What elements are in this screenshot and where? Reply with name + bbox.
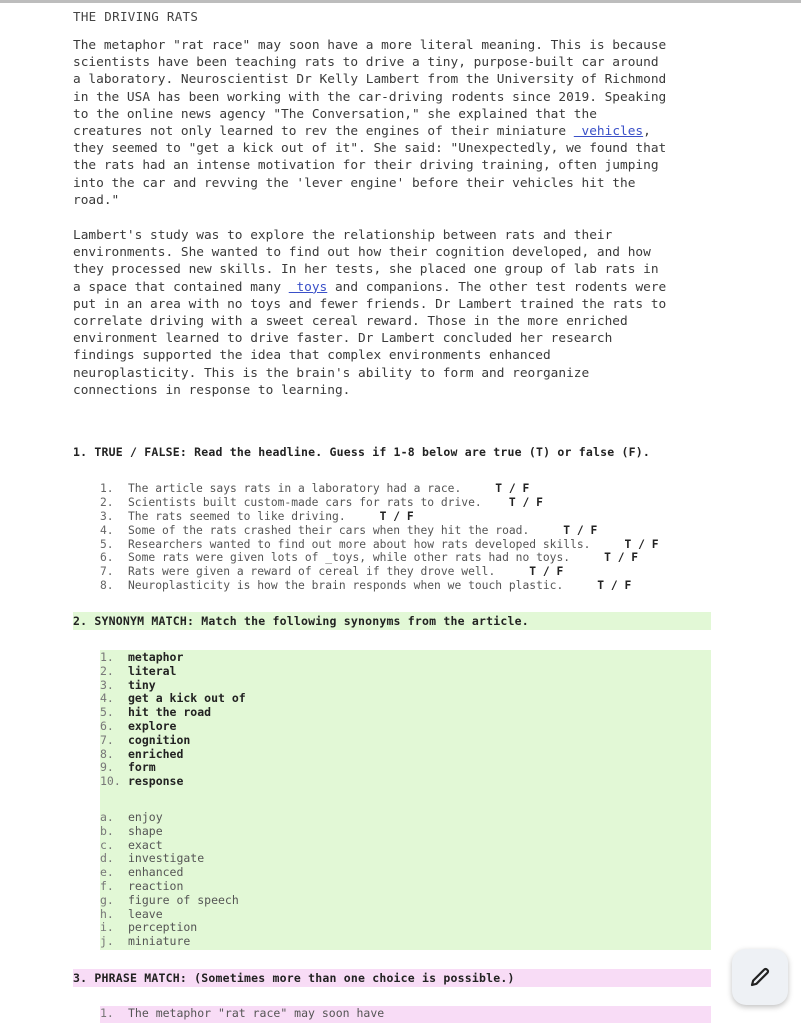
article-paragraph-2 xyxy=(73,227,718,399)
item-text: miniature xyxy=(128,934,191,949)
item-number: 1. xyxy=(100,1006,114,1020)
list-item xyxy=(100,551,659,565)
synonym-word-list xyxy=(100,651,246,789)
list-item xyxy=(100,894,239,908)
synonym-option-list xyxy=(100,811,239,949)
item-text: literal xyxy=(128,663,177,678)
phrase-list xyxy=(100,1007,384,1021)
true-false-choice[interactable]: T / F xyxy=(624,537,659,551)
list-item xyxy=(100,651,246,665)
item-text: figure of speech xyxy=(128,892,239,907)
item-number: 1. xyxy=(100,650,114,664)
list-item xyxy=(100,524,659,538)
item-letter: g. xyxy=(100,892,114,907)
true-false-choice[interactable]: T / F xyxy=(563,523,598,537)
item-number: 6. xyxy=(100,718,114,733)
list-item xyxy=(100,852,239,866)
article-title: THE DRIVING RATS xyxy=(73,9,199,24)
true-false-choice[interactable]: T / F xyxy=(495,482,530,495)
item-text: enjoy xyxy=(128,810,163,824)
item-number: 5. xyxy=(100,537,114,551)
vehicles-link[interactable]: vehicles xyxy=(573,124,644,140)
list-item xyxy=(100,510,659,524)
item-letter: j. xyxy=(100,934,114,949)
item-letter: f. xyxy=(100,878,114,893)
item-letter: a. xyxy=(100,810,114,824)
item-text: leave xyxy=(128,906,163,921)
list-item xyxy=(100,908,239,922)
list-item xyxy=(100,720,246,734)
item-letter: e. xyxy=(100,865,114,880)
item-letter: c. xyxy=(100,837,114,852)
item-letter: b. xyxy=(100,823,114,838)
item-text: hit the road xyxy=(128,705,212,720)
item-text: shape xyxy=(128,823,163,838)
list-item xyxy=(100,734,246,748)
item-number: 8. xyxy=(100,579,114,593)
item-text: enriched xyxy=(128,746,184,761)
item-text: Neuroplasticity is how the brain responds when we touch plastic. xyxy=(128,579,598,593)
list-item xyxy=(100,482,659,496)
edit-button[interactable] xyxy=(732,949,788,1005)
item-number: 2. xyxy=(100,495,114,509)
item-number: 4. xyxy=(100,691,114,706)
true-false-choice[interactable]: T / F xyxy=(597,579,632,593)
item-text: explore xyxy=(128,718,177,733)
item-number: 1. xyxy=(100,482,114,495)
list-item xyxy=(100,825,239,839)
item-number: 7. xyxy=(100,565,114,579)
item-number: 10. xyxy=(100,774,121,789)
toys-link[interactable]: toys xyxy=(288,279,328,295)
list-item xyxy=(100,692,246,706)
list-item xyxy=(100,665,246,679)
item-text: Researchers wanted to find out more about how rats developed skills. xyxy=(128,537,625,551)
item-letter: i. xyxy=(100,920,114,935)
item-number: 7. xyxy=(100,732,114,747)
list-item xyxy=(100,1007,384,1021)
item-text: perception xyxy=(128,920,198,935)
list-item xyxy=(100,496,659,510)
true-false-choice[interactable]: T / F xyxy=(379,509,414,523)
true-false-heading: 1. TRUE / FALSE: Read the headline. Guess if 1-8 below are true (T) or false (F). xyxy=(73,445,651,459)
item-text: reaction xyxy=(128,878,184,893)
list-item xyxy=(100,579,659,593)
item-text: tiny xyxy=(128,677,156,692)
list-item xyxy=(100,811,239,825)
paragraph-text: Lambert's study was to explore the relationship between rats and their environments. She wanted to find out how their cognition developed, and how they processed new skills. In her tests, she placed one group of lab rats in a space that contained many xyxy=(73,228,659,295)
list-item xyxy=(100,565,659,579)
item-number: 2. xyxy=(100,663,114,678)
item-text: metaphor xyxy=(128,650,184,664)
item-text: response xyxy=(128,774,184,789)
item-text: The rats seemed to like driving. xyxy=(128,509,380,523)
list-item xyxy=(100,880,239,894)
list-item xyxy=(100,935,239,949)
paragraph-text: , they seemed to "get a kick out of it". She said: "Unexpectedly, we found that the rats had an intense motivation for their driving training, often jumping into the car and revving the 'lever engine' before their vehicles hit the road." xyxy=(73,124,667,208)
item-number: 3. xyxy=(100,677,114,692)
item-number: 4. xyxy=(100,523,114,537)
list-item xyxy=(100,706,246,720)
true-false-list xyxy=(100,482,659,593)
list-item xyxy=(100,921,239,935)
paragraph-text: and companions. The other test rodents were put in an area with no toys and fewer friends. Dr Lambert trained the rats to correlate driving with a sweet cereal reward. Those in the more enriched environment learned to drive faster. Dr Lambert concluded her research findings supported the idea that complex environments enhanced neuroplasticity. This is the brain's ability to form and reorganize connections in response to learning. xyxy=(73,279,667,398)
item-text: Some rats were given lots of _toys, while other rats had no toys. xyxy=(128,551,605,565)
item-text: get a kick out of xyxy=(128,691,246,706)
list-item xyxy=(100,748,246,762)
list-item xyxy=(100,866,239,880)
item-letter: d. xyxy=(100,851,114,866)
item-text: The metaphor "rat race" may soon have xyxy=(128,1006,385,1020)
item-number: 8. xyxy=(100,746,114,761)
list-item xyxy=(100,839,239,853)
item-number: 9. xyxy=(100,760,114,775)
phrase-match-heading: 3. PHRASE MATCH: (Sometimes more than one choice is possible.) xyxy=(73,971,515,985)
list-item xyxy=(100,775,246,789)
synonym-heading: 2. SYNONYM MATCH: Match the following synonyms from the article. xyxy=(73,614,529,628)
item-number: 6. xyxy=(100,551,114,565)
article-paragraph-1 xyxy=(73,37,718,209)
item-letter: h. xyxy=(100,906,114,921)
true-false-choice[interactable]: T / F xyxy=(529,565,564,579)
paragraph-text: The metaphor "rat race" may soon have a more literal meaning. This is because scientists have been teaching rats to drive a tiny, purpose-built car around a laboratory. Neuroscientist Dr Kelly Lambert from the University of Richmond in the USA has been working with the car-driving rodents since 2019. Speaking to the online news agency "The Conversation," she explained that the creatures not only learned to rev the engines of their miniature xyxy=(73,38,667,140)
true-false-choice[interactable]: T / F xyxy=(508,495,543,509)
list-item xyxy=(100,679,246,693)
item-text: form xyxy=(128,760,156,775)
top-divider xyxy=(0,0,801,3)
item-text: Some of the rats crashed their cars when they hit the road. xyxy=(128,523,564,537)
item-text: enhanced xyxy=(128,865,184,880)
item-text: Scientists built custom-made cars for rats to drive. xyxy=(128,495,509,509)
item-number: 3. xyxy=(100,509,114,523)
item-text: The article says rats in a laboratory had a race. xyxy=(128,482,496,495)
item-number: 5. xyxy=(100,705,114,720)
item-text: exact xyxy=(128,837,163,852)
item-text: Rats were given a reward of cereal if they drove well. xyxy=(128,565,530,579)
list-item xyxy=(100,538,659,552)
true-false-choice[interactable]: T / F xyxy=(604,551,639,565)
pencil-icon xyxy=(748,965,772,989)
item-text: investigate xyxy=(128,851,205,866)
item-text: cognition xyxy=(128,732,191,747)
list-item xyxy=(100,761,246,775)
